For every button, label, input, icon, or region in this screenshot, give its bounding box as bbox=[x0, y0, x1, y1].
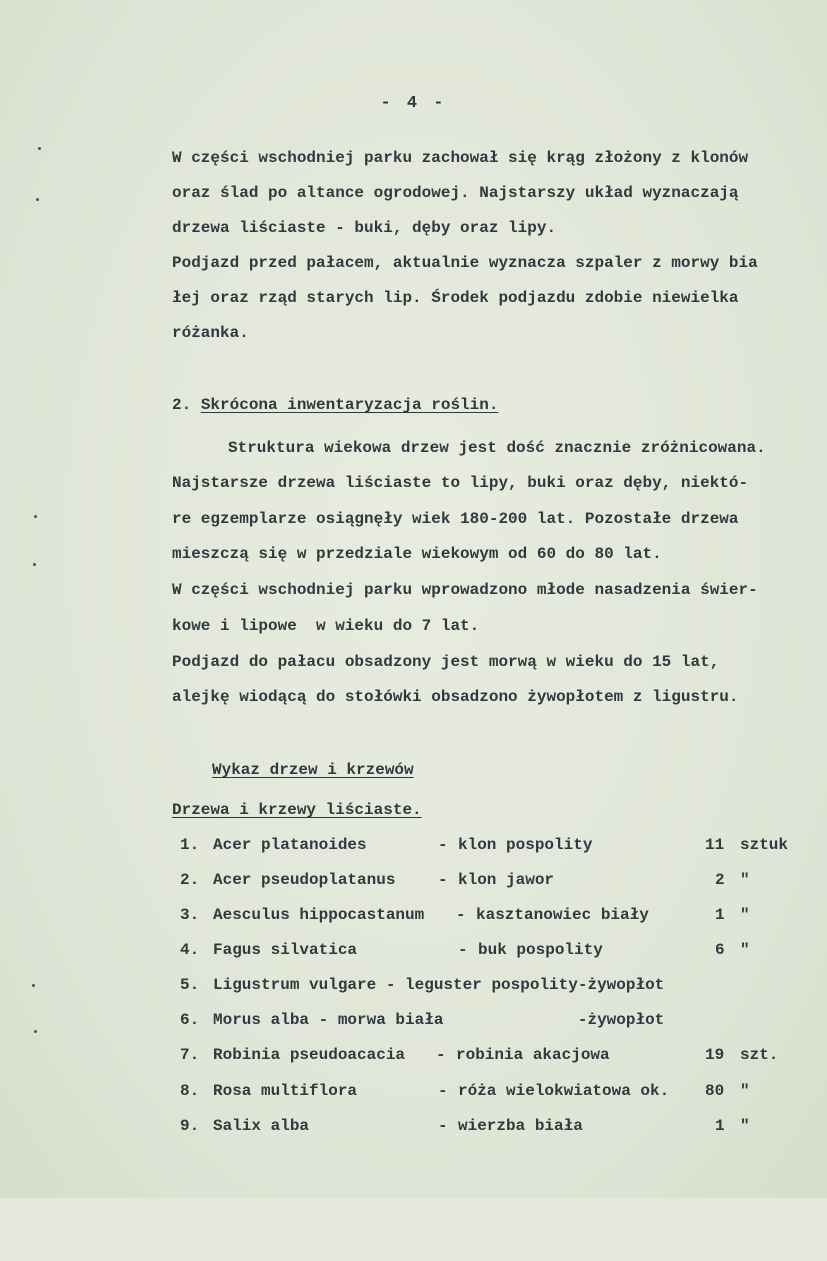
item-dash: - bbox=[438, 1082, 448, 1100]
list-item bbox=[180, 976, 800, 998]
body-line: Podjazd do pałacu obsadzony jest morwą w wieku do 15 lat, bbox=[172, 653, 720, 671]
item-quantity: 2 bbox=[715, 871, 725, 889]
item-dash: - bbox=[438, 1117, 448, 1135]
latin-name: Rosa multiflora bbox=[213, 1082, 358, 1100]
item-quantity: 11 bbox=[705, 836, 725, 854]
body-line: re egzemplarze osiągnęły wiek 180-200 lat. Pozostałe drzewa bbox=[172, 510, 739, 528]
polish-name: klon pospolity bbox=[458, 836, 593, 854]
item-number: 5. bbox=[180, 976, 200, 994]
page-number: - 4 - bbox=[380, 94, 447, 113]
polish-name: buk pospolity bbox=[478, 941, 603, 959]
polish-name: róża wielokwiatowa ok. bbox=[458, 1082, 670, 1100]
body-line: Najstarsze drzewa liściaste to lipy, buki oraz dęby, niektó- bbox=[172, 474, 749, 492]
list-item bbox=[180, 906, 800, 928]
item-number: 1. bbox=[180, 836, 200, 854]
item-quantity: 19 bbox=[705, 1046, 725, 1064]
item-number: 2. bbox=[180, 871, 200, 889]
item-number: 4. bbox=[180, 941, 200, 959]
intro-line: oraz ślad po altance ogrodowej. Najstarszy układ wyznaczają bbox=[172, 184, 739, 202]
body-line: mieszczą się w przedziale wiekowym od 60 do 80 lat. bbox=[172, 545, 662, 563]
list-item bbox=[180, 871, 800, 893]
item-number: 9. bbox=[180, 1117, 200, 1135]
list-item bbox=[180, 1046, 800, 1068]
item-quantity: 6 bbox=[715, 941, 725, 959]
intro-line: drzewa liściaste - buki, dęby oraz lipy. bbox=[172, 219, 557, 237]
list-item bbox=[180, 1011, 800, 1033]
section-title: Skrócona inwentaryzacja roślin. bbox=[200, 396, 499, 414]
polish-name: robinia akacjowa bbox=[456, 1046, 610, 1064]
latin-name: Acer pseudoplatanus bbox=[213, 871, 396, 889]
item-number: 8. bbox=[180, 1082, 200, 1100]
intro-line: Podjazd przed pałacem, aktualnie wyznacza szpaler z morwy bia bbox=[172, 254, 758, 272]
item-quantity: 1 bbox=[715, 906, 725, 924]
body-line: alejkę wiodącą do stołówki obsadzono żywopłotem z ligustru. bbox=[172, 688, 739, 706]
list-item bbox=[180, 1117, 800, 1139]
item-unit: sztuk bbox=[740, 836, 789, 854]
polish-name: klon jawor bbox=[458, 871, 555, 889]
list-item bbox=[180, 836, 800, 858]
intro-line: W części wschodniej parku zachował się krąg złożony z klonów bbox=[172, 149, 749, 167]
item-quantity: 80 bbox=[705, 1082, 725, 1100]
list-item bbox=[180, 1082, 800, 1104]
latin-name: Fagus silvatica bbox=[213, 941, 358, 959]
item-quantity: 1 bbox=[715, 1117, 725, 1135]
body-line: W części wschodniej parku wprowadzono młode nasadzenia świer- bbox=[172, 581, 758, 599]
list-item bbox=[180, 941, 800, 963]
item-dash: - bbox=[456, 906, 466, 924]
polish-name: kasztanowiec biały bbox=[476, 906, 649, 924]
section-number: 2. bbox=[172, 396, 192, 414]
intro-line: różanka. bbox=[172, 324, 249, 342]
item-number: 7. bbox=[180, 1046, 200, 1064]
item-text: Ligustrum vulgare - leguster pospolity-żywopłot bbox=[213, 976, 665, 994]
item-unit: szt. bbox=[740, 1046, 779, 1064]
intro-line: łej oraz rząd starych lip. Środek podjazdu zdobie niewielka bbox=[172, 289, 739, 307]
body-line: kowe i lipowe w wieku do 7 lat. bbox=[172, 617, 480, 635]
item-unit: " bbox=[740, 1117, 750, 1135]
item-dash: - bbox=[438, 836, 448, 854]
item-dash: - bbox=[436, 1046, 446, 1064]
latin-name: Aesculus hippocastanum bbox=[213, 906, 425, 924]
item-dash: - bbox=[438, 871, 448, 889]
subsection-title: Drzewa i krzewy liściaste. bbox=[172, 801, 422, 819]
item-unit: " bbox=[740, 941, 750, 959]
item-unit: " bbox=[740, 871, 750, 889]
item-dash: - bbox=[458, 941, 468, 959]
polish-name: wierzba biała bbox=[458, 1117, 583, 1135]
item-unit: " bbox=[740, 906, 750, 924]
item-number: 6. bbox=[180, 1011, 200, 1029]
list-title: Wykaz drzew i krzewów bbox=[212, 761, 414, 779]
item-text: Morus alba - morwa biała -żywopłot bbox=[213, 1011, 665, 1029]
item-number: 3. bbox=[180, 906, 200, 924]
latin-name: Acer platanoides bbox=[213, 836, 367, 854]
latin-name: Salix alba bbox=[213, 1117, 310, 1135]
latin-name: Robinia pseudoacacia bbox=[213, 1046, 406, 1064]
item-unit: " bbox=[740, 1082, 750, 1100]
section-heading bbox=[172, 395, 498, 415]
body-line: Struktura wiekowa drzew jest dość znacznie zróżnicowana. bbox=[228, 439, 766, 457]
